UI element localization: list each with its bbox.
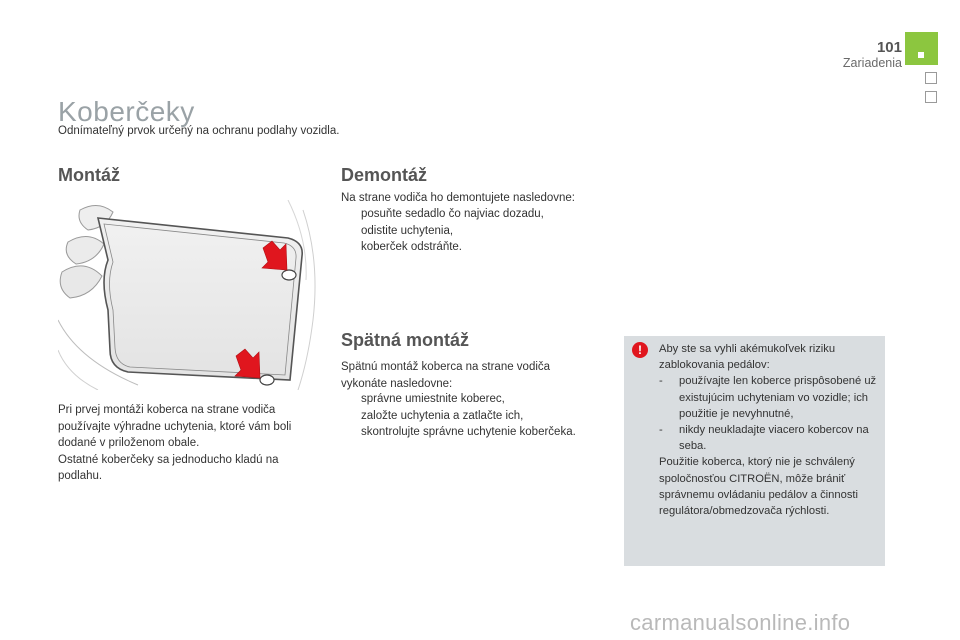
page-subtitle: Odnímateľný prvok určený na ochranu podlahy vozidla.: [58, 125, 340, 137]
list-item: odistite uchytenia,: [361, 224, 454, 237]
montaz-text: Pri prvej montáži koberca na strane vodiča používajte výhradne uchytenia, ktoré vám boli dodané v priloženom obale. Ostatné koberčeky sa jednoducho kladú na podlahu.: [58, 404, 292, 482]
list-item: založte uchytenia a zatlačte ich,: [361, 409, 524, 422]
floor-mat-illustration: [58, 200, 320, 390]
list-item: - nikdy neukladajte viacero kobercov na seba.: [659, 424, 869, 453]
list-item: skontrolujte správne uchytenie koberčeka.: [361, 426, 576, 438]
section-name: Zariadenia: [842, 56, 902, 70]
page-number: 101: [876, 39, 902, 56]
chapter-tab[interactable]: [925, 72, 937, 84]
list-item: - používajte len koberce prispôsobené už existujúcim uchyteniam vo vozidle; ich použitie je nevyhnutné,: [659, 375, 877, 420]
spatna-montaz-heading: Spätná montáž: [341, 330, 470, 350]
watermark: carmanualsonline.info: [630, 610, 851, 635]
montaz-heading: Montáž: [58, 165, 120, 185]
demontaz-heading: Demontáž: [341, 165, 428, 185]
list-item: posuňte sedadlo čo najviac dozadu,: [361, 208, 544, 220]
warning-icon: !: [632, 342, 648, 358]
spatna-montaz-steps: [341, 391, 631, 441]
chapter-tab-active[interactable]: [905, 32, 938, 65]
tab-marker-icon: [918, 52, 924, 58]
warning-text: Aby ste sa vyhli akémukoľvek riziku zablokovania pedálov: - používajte len koberce prispôsobené už existujúcim uchyteniam vo vozidle; ich použitie je nevyhnutné, - nikdy neukladajte viacero kobercov na seba. Použitie koberca, ktorý nie je schválený spoločnosťou CITROËN, môže brániť správnemu ovládaniu pedálov a činnosti regulátora/obmedzovača rýchlosti.: [659, 341, 881, 519]
demontaz-intro: Na strane vodiča ho demontujete nasledovne:: [341, 192, 575, 204]
list-item: správne umiestnite koberec,: [361, 393, 505, 405]
chapter-tab[interactable]: [925, 91, 937, 103]
page-title: Koberčeky: [58, 96, 195, 127]
spatna-montaz-intro: Spätnú montáž koberca na strane vodiča vykonáte nasledovne:: [341, 361, 551, 390]
list-item: koberček odstráňte.: [361, 241, 463, 253]
demontaz-steps: [341, 206, 621, 256]
